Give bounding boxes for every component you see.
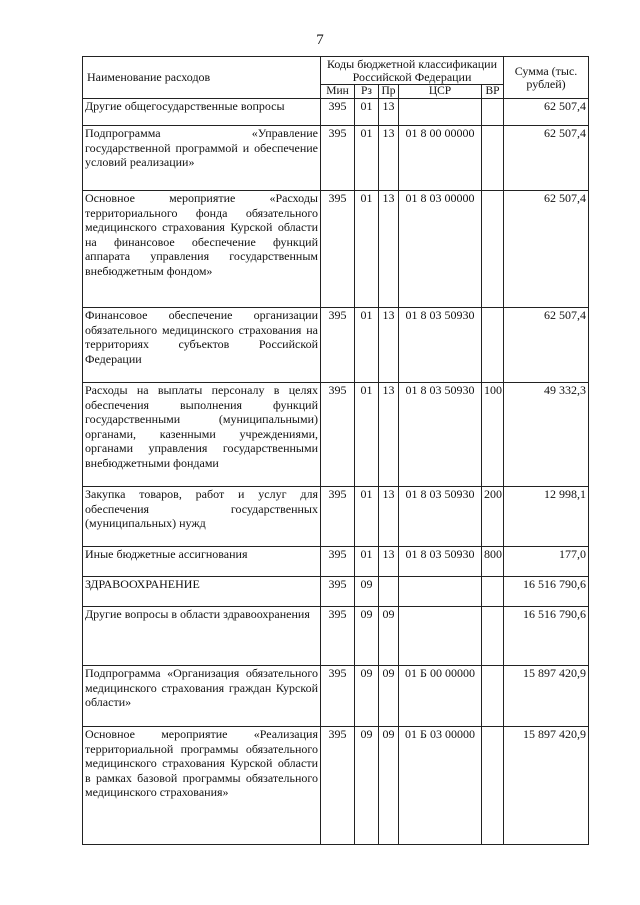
page-number: 7 xyxy=(316,32,324,48)
row-pr: 13 xyxy=(379,547,399,577)
row-sum: 16 516 790,6 xyxy=(504,577,589,607)
row-vr: 100 xyxy=(482,383,504,487)
row-pr: 13 xyxy=(379,126,399,191)
row-pr: 13 xyxy=(379,308,399,383)
row-sum: 16 516 790,6 xyxy=(504,607,589,666)
row-min: 395 xyxy=(321,99,355,126)
row-vr xyxy=(482,607,504,666)
row-name: Другие общегосударственные вопросы xyxy=(83,99,321,126)
table-row xyxy=(83,383,589,487)
row-pr: 09 xyxy=(379,607,399,666)
row-name: Иные бюджетные ассигнования xyxy=(83,547,321,577)
row-name: Основное мероприятие «Расходы территориального фонда обязательного медицинского страхования Курской области на финансовое обеспечение функций аппарата управления государственным внебюджетным фондом» xyxy=(83,191,321,308)
header-sum: Сумма (тыс. рублей) xyxy=(504,57,589,99)
table-row xyxy=(83,191,589,308)
row-name: Расходы на выплаты персоналу в целях обеспечения выполнения функций государственными (муниципальными) органами, казенными учреждениями, органами управления государственными внебюджетными фондами xyxy=(83,383,321,487)
row-sum: 177,0 xyxy=(504,547,589,577)
row-rz: 01 xyxy=(355,547,379,577)
table-row xyxy=(83,308,589,383)
row-rz: 01 xyxy=(355,487,379,547)
row-csr xyxy=(399,577,482,607)
row-name: Другие вопросы в области здравоохранения xyxy=(83,607,321,666)
row-pr: 09 xyxy=(379,666,399,727)
row-pr: 09 xyxy=(379,727,399,845)
row-csr: 01 Б 00 00000 xyxy=(399,666,482,727)
row-vr: 800 xyxy=(482,547,504,577)
header-min: Мин xyxy=(321,85,355,99)
row-csr: 01 8 03 50930 xyxy=(399,308,482,383)
row-min: 395 xyxy=(321,308,355,383)
table-row xyxy=(83,727,589,845)
row-pr: 13 xyxy=(379,487,399,547)
row-vr xyxy=(482,191,504,308)
row-min: 395 xyxy=(321,126,355,191)
row-pr: 13 xyxy=(379,383,399,487)
row-vr xyxy=(482,99,504,126)
row-sum: 49 332,3 xyxy=(504,383,589,487)
row-pr: 13 xyxy=(379,191,399,308)
row-pr xyxy=(379,577,399,607)
row-min: 395 xyxy=(321,191,355,308)
row-name: ЗДРАВООХРАНЕНИЕ xyxy=(83,577,321,607)
row-min: 395 xyxy=(321,607,355,666)
budget-table xyxy=(82,56,589,845)
table-row xyxy=(83,487,589,547)
header-pr: Пр xyxy=(379,85,399,99)
row-name: Закупка товаров, работ и услуг для обеспечения государственных (муниципальных) нужд xyxy=(83,487,321,547)
row-sum: 62 507,4 xyxy=(504,191,589,308)
header-name: Наименование расходов xyxy=(83,57,321,99)
row-csr: 01 8 03 50930 xyxy=(399,487,482,547)
header-vr: ВР xyxy=(482,85,504,99)
row-vr: 200 xyxy=(482,487,504,547)
row-sum: 62 507,4 xyxy=(504,126,589,191)
row-csr: 01 Б 03 00000 xyxy=(399,727,482,845)
row-csr xyxy=(399,607,482,666)
row-rz: 09 xyxy=(355,607,379,666)
row-sum: 62 507,4 xyxy=(504,99,589,126)
row-name: Подпрограмма «Управление государственной программой и обеспечение условий реализации» xyxy=(83,126,321,191)
row-vr xyxy=(482,126,504,191)
row-sum: 12 998,1 xyxy=(504,487,589,547)
row-vr xyxy=(482,308,504,383)
row-min: 395 xyxy=(321,727,355,845)
row-min: 395 xyxy=(321,383,355,487)
row-csr: 01 8 03 00000 xyxy=(399,191,482,308)
row-name: Финансовое обеспечение организации обязательного медицинского страхования на территориях субъектов Российской Федерации xyxy=(83,308,321,383)
table-row xyxy=(83,99,589,126)
table-row xyxy=(83,547,589,577)
row-name: Подпрограмма «Организация обязательного медицинского страхования граждан Курской области» xyxy=(83,666,321,727)
row-sum: 15 897 420,9 xyxy=(504,727,589,845)
row-sum: 62 507,4 xyxy=(504,308,589,383)
header-codes-group: Коды бюджетной классификации Российской Федерации xyxy=(321,57,504,85)
header-rz: Рз xyxy=(355,85,379,99)
table-row xyxy=(83,666,589,727)
header-csr: ЦСР xyxy=(399,85,482,99)
row-rz: 01 xyxy=(355,191,379,308)
row-vr xyxy=(482,727,504,845)
row-csr: 01 8 03 50930 xyxy=(399,547,482,577)
row-csr: 01 8 00 00000 xyxy=(399,126,482,191)
row-name: Основное мероприятие «Реализация территориальной программы обязательного медицинского страхования Курской области в рамках базовой программы обязательного медицинского страхования» xyxy=(83,727,321,845)
row-vr xyxy=(482,577,504,607)
row-csr: 01 8 03 50930 xyxy=(399,383,482,487)
row-rz: 01 xyxy=(355,383,379,487)
row-min: 395 xyxy=(321,666,355,727)
row-pr: 13 xyxy=(379,99,399,126)
row-min: 395 xyxy=(321,547,355,577)
row-rz: 01 xyxy=(355,126,379,191)
row-csr xyxy=(399,99,482,126)
row-rz: 09 xyxy=(355,577,379,607)
row-rz: 01 xyxy=(355,308,379,383)
table-row xyxy=(83,126,589,191)
row-rz: 09 xyxy=(355,727,379,845)
table-row xyxy=(83,577,589,607)
row-rz: 01 xyxy=(355,99,379,126)
row-min: 395 xyxy=(321,577,355,607)
row-vr xyxy=(482,666,504,727)
table-row xyxy=(83,607,589,666)
row-min: 395 xyxy=(321,487,355,547)
row-rz: 09 xyxy=(355,666,379,727)
row-sum: 15 897 420,9 xyxy=(504,666,589,727)
